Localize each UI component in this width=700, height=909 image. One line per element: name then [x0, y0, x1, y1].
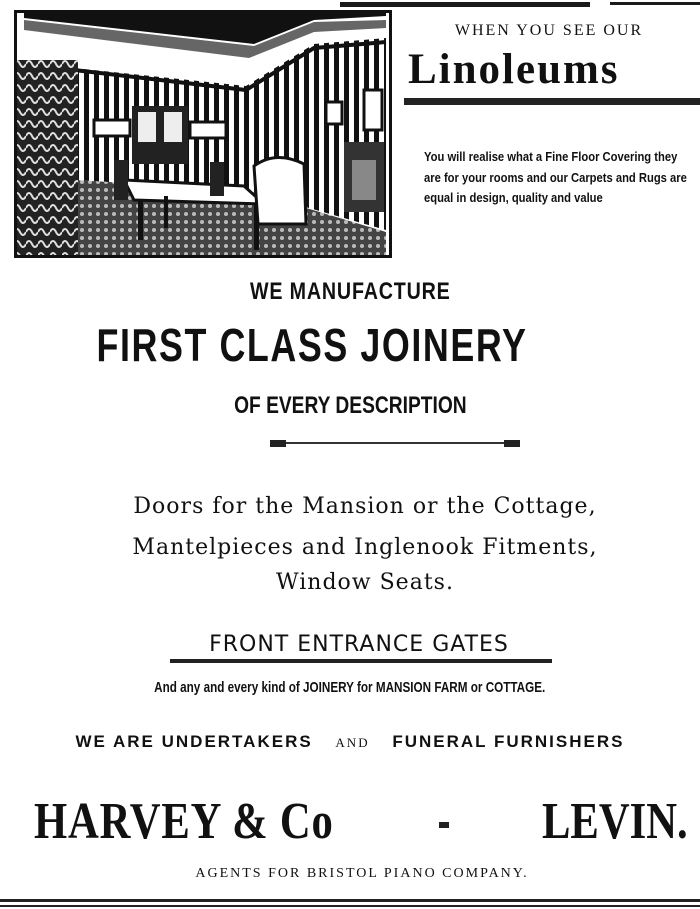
gates-underline — [170, 659, 552, 663]
we-manufacture-text: WE MANUFACTURE — [249, 278, 451, 305]
linoleums-underline — [404, 98, 700, 105]
first-class-joinery-headline: FIRST CLASS JOINERY — [96, 319, 528, 371]
undertakers-and: AND — [335, 735, 370, 750]
top-rule — [610, 2, 700, 5]
firm-name: HARVEY & Co — [34, 793, 334, 850]
any-every-joinery-text: And any and every kind of JOINERY for MANSION FARM or COTTAGE. — [154, 679, 546, 696]
products-line-window-seats: Window Seats. — [276, 570, 454, 595]
we-manufacture-heading — [0, 278, 700, 306]
bottom-rule — [0, 905, 700, 907]
undertakers-line — [0, 732, 700, 752]
bottom-rule — [0, 899, 700, 902]
undertakers-part2: FUNERAL FURNISHERS — [392, 732, 625, 751]
undertakers-part1: WE ARE UNDERTAKERS — [75, 732, 313, 751]
furnished-dining-room-illustration — [14, 10, 392, 258]
top-rule — [340, 2, 590, 7]
any-every-joinery-line — [0, 679, 700, 696]
products-line-doors: Doors for the Mansion or the Cottage, — [133, 494, 597, 519]
separator-dash — [439, 822, 449, 828]
linoleum-lead-in: WHEN YOU SEE OUR — [454, 22, 644, 39]
every-description-text: OF EVERY DESCRIPTION — [233, 392, 467, 419]
linoleums-brand-title: Linoleums — [408, 46, 620, 93]
linoleum-description: You will realise what a Fine Floor Covering they are for your rooms and our Carpets and Rugs are equal in design, quality and value — [424, 149, 687, 205]
every-description-heading — [0, 392, 700, 420]
ornamental-divider — [270, 440, 520, 447]
front-entrance-gates-heading: FRONT ENTRANCE GATES — [209, 632, 509, 657]
agents-line: AGENTS FOR BRISTOL PIANO COMPANY. — [195, 866, 529, 881]
products-line-mantelpieces: Mantelpieces and Inglenook Fitments, — [132, 535, 598, 560]
town-name: LEVIN. — [542, 793, 688, 850]
